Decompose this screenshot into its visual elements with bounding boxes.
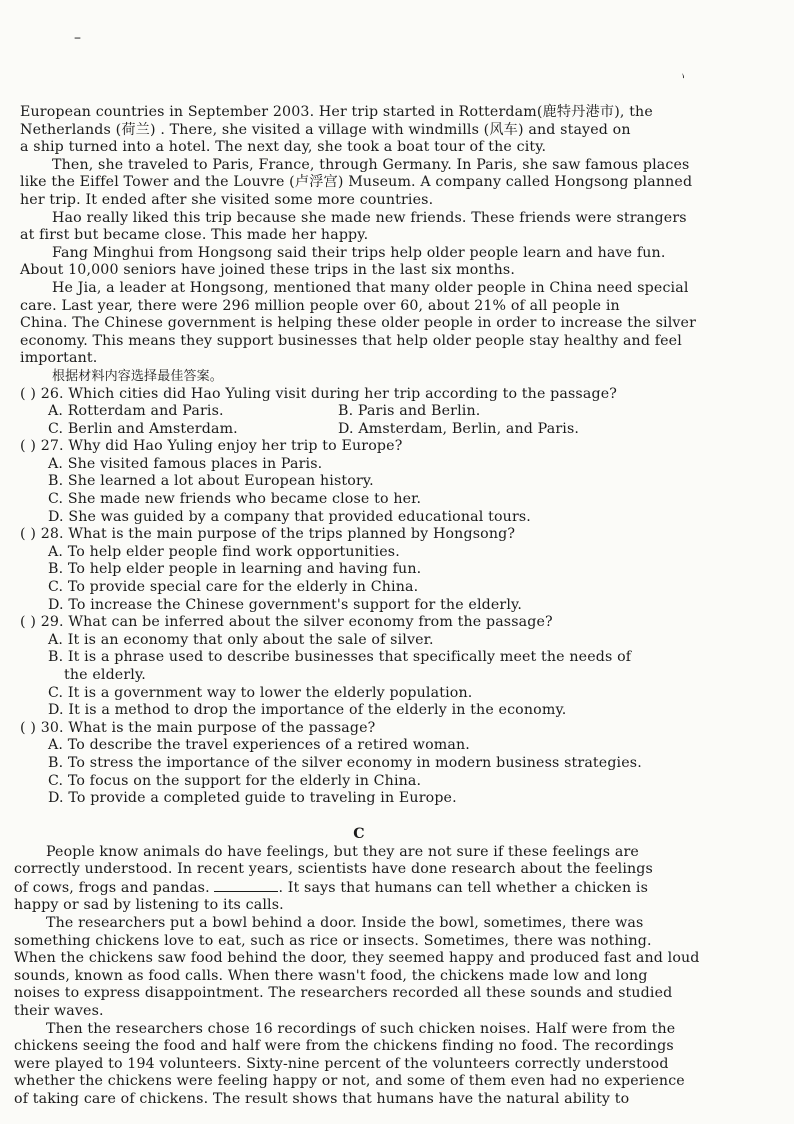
passage-line: When the chickens saw food behind the door, they seemed happy and produced fast and loud [14,950,700,967]
passage-c [14,826,734,1109]
option-b: B. Paris and Berlin. [338,403,481,420]
option-a: A. She visited famous places in Paris. [48,455,323,472]
passage-b [20,104,744,808]
text-before-blank: of cows, frogs and pandas. [14,879,215,896]
option-b: B. To stress the importance of the silver economy in modern business strategies. [48,754,642,771]
passage-line: whether the chickens were feeling happy or not, and some of them even had no experience [14,1073,685,1090]
option-c: C. To focus on the support for the elderly in China. [48,772,422,789]
passage-line: Hao really liked this trip because she made new friends. These friends were strangers [52,209,687,226]
passage-line: at first but became close. This made her happy. [20,227,369,244]
passage-line: important. [20,350,98,367]
corner-dash-mark: – [74,30,81,46]
option-b: B. It is a phrase used to describe businesses that specifically meet the needs of [48,649,632,666]
option-d: D. To increase the Chinese government's support for the elderly. [48,596,522,613]
option-b-continued: the elderly. [64,667,146,683]
passage-line-with-blank [14,879,734,898]
passage-line: economy. This means they support businesses that help older people stay healthy and feel [20,332,682,349]
passage-line: correctly understood. In recent years, scientists have done research about the feelings [14,861,653,878]
passage-line: like the Eiffel Tower and the Louvre (卢浮宫) Museum. A company called Hongsong planned [20,174,693,191]
passage-line: He Jia, a leader at Hongsong, mentioned that many older people in China need special [52,279,689,296]
option-b: B. She learned a lot about European history. [48,473,374,490]
passage-line: Then, she traveled to Paris, France, through Germany. In Paris, she saw famous places [52,156,690,173]
passage-line: Then the researchers chose 16 recordings of such chicken noises. Half were from the [46,1020,676,1037]
options-26-ab [20,403,744,421]
question-29: ( ) 29. What can be inferred about the silver economy from the passage? [20,614,553,631]
passage-line: of taking care of chickens. The result shows that humans have the natural ability to [14,1090,630,1107]
option-c: C. It is a government way to lower the elderly population. [48,684,473,701]
passage-line: were played to 194 volunteers. Sixty-nine percent of the volunteers correctly understood [14,1055,669,1072]
passage-line: care. Last year, there were 296 million people over 60, about 21% of all people in [20,297,620,314]
corner-tick-mark: 丶 [674,69,690,85]
passage-line: People know animals do have feelings, but they are not sure if these feelings are [46,843,639,860]
passage-line: something chickens love to eat, such as rice or insects. Sometimes, there was nothing. [14,932,652,949]
instruction: 根据材料内容选择最佳答案。 [52,368,223,384]
passage-line: happy or sad by listening to its calls. [14,897,284,914]
option-a: A. It is an economy that only about the sale of silver. [48,631,434,648]
option-c: C. Berlin and Amsterdam. [48,420,238,437]
option-a: A. To describe the travel experiences of a retired woman. [48,737,470,754]
question-26: ( ) 26. Which cities did Hao Yuling visit during her trip according to the passage? [20,385,617,402]
passage-line: a ship turned into a hotel. The next day, she took a boat tour of the city. [20,139,547,156]
passage-line: noises to express disappointment. The researchers recorded all these sounds and studied [14,985,673,1002]
passage-line: About 10,000 seniors have joined these trips in the last six months. [20,262,515,279]
option-c: C. To provide special care for the elderly in China. [48,579,419,596]
question-30: ( ) 30. What is the main purpose of the passage? [20,719,376,736]
passage-line: chickens seeing the food and half were from the chickens finding no food. The recordings [14,1038,674,1055]
option-d: D. She was guided by a company that provided educational tours. [48,508,531,525]
option-d: D. Amsterdam, Berlin, and Paris. [338,420,580,437]
question-28: ( ) 28. What is the main purpose of the trips planned by Hongsong? [20,526,516,543]
option-d: D. It is a method to drop the importance of the elderly in the economy. [48,702,567,719]
option-b: B. To help elder people in learning and having fun. [48,561,422,578]
text-after-blank: . It says that humans can tell whether a chicken is [278,879,649,896]
passage-line: their waves. [14,1002,104,1019]
passage-line: China. The Chinese government is helping these older people in order to increase the silver [20,315,697,332]
answer-blank[interactable] [214,879,278,892]
passage-line: Netherlands (荷兰) . There, she visited a village with windmills (风车) and stayed on [20,121,631,138]
option-a: A. Rotterdam and Paris. [48,403,224,420]
options-26-cd [20,421,744,439]
passage-line: sounds, known as food calls. When there wasn't food, the chickens made low and long [14,967,648,984]
section-heading: C [353,826,365,842]
passage-line: European countries in September 2003. Her trip started in Rotterdam(鹿特丹港市), the [20,104,653,120]
passage-line: her trip. It ended after she visited some more countries. [20,191,434,208]
passage-line: Fang Minghui from Hongsong said their trips help older people learn and have fun. [52,244,666,261]
option-c: C. She made new friends who became close to her. [48,491,422,508]
option-d: D. To provide a completed guide to traveling in Europe. [48,790,457,807]
passage-line: The researchers put a bowl behind a door. Inside the bowl, sometimes, there was [46,914,644,931]
question-27: ( ) 27. Why did Hao Yuling enjoy her trip to Europe? [20,438,403,455]
option-a: A. To help elder people find work opportunities. [48,543,400,560]
